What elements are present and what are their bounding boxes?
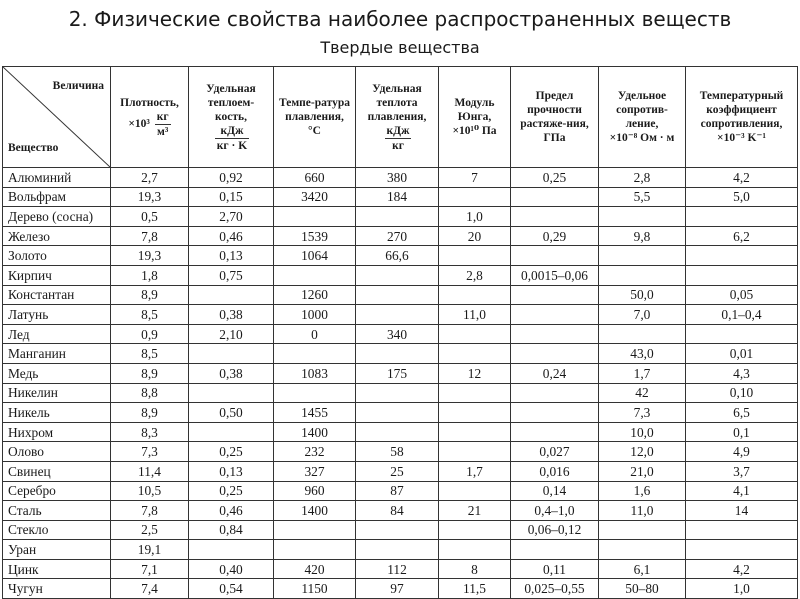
table-row — [3, 168, 798, 188]
heat-fusion-cell — [356, 383, 439, 403]
young-modulus-cell: 20 — [439, 226, 511, 246]
heat-capacity-cell — [189, 383, 274, 403]
heat-fusion-cell — [356, 422, 439, 442]
young-modulus-cell — [439, 246, 511, 266]
heat-capacity-cell: 0,92 — [189, 168, 274, 188]
melting-temp-cell: 1539 — [274, 226, 356, 246]
heat-fusion-cell: 84 — [356, 501, 439, 521]
density-unit — [155, 110, 171, 139]
header-heat-fusion — [356, 67, 439, 168]
melting-temp-cell — [274, 344, 356, 364]
table-subtitle: Твердые вещества — [320, 38, 480, 57]
density-cell: 8,8 — [111, 383, 189, 403]
resistivity-cell — [599, 265, 686, 285]
resistivity-cell: 9,8 — [599, 226, 686, 246]
resistivity-cell: 43,0 — [599, 344, 686, 364]
table-row — [3, 403, 798, 423]
substance-name-cell: Никель — [3, 403, 111, 423]
tensile-strength-cell: 0,06–0,12 — [511, 520, 599, 540]
substance-name-cell: Алюминий — [3, 168, 111, 188]
resistivity-cell: 50,0 — [599, 285, 686, 305]
table-row — [3, 520, 798, 540]
tensile-strength-cell: 0,11 — [511, 559, 599, 579]
header-heat-capacity — [189, 67, 274, 168]
resistivity-cell: 11,0 — [599, 501, 686, 521]
temp-coefficient-cell: 4,2 — [686, 168, 798, 188]
tensile-strength-cell: 0,0015–0,06 — [511, 265, 599, 285]
melting-temp-cell: 1000 — [274, 305, 356, 325]
young-modulus-cell: 2,8 — [439, 265, 511, 285]
resistivity-cell: 5,5 — [599, 187, 686, 207]
temp-coefficient-cell — [686, 246, 798, 266]
temp-coefficient-cell: 1,0 — [686, 579, 798, 599]
table-row — [3, 207, 798, 227]
heat-capacity-cell: 0,38 — [189, 363, 274, 383]
heat-capacity-cell: 0,25 — [189, 442, 274, 462]
temp-coefficient-cell: 3,7 — [686, 461, 798, 481]
header-melting-temp — [274, 67, 356, 168]
substance-name-cell: Железо — [3, 226, 111, 246]
tensile-strength-cell — [511, 422, 599, 442]
temp-coefficient-cell: 0,10 — [686, 383, 798, 403]
density-cell: 2,7 — [111, 168, 189, 188]
melting-temp-cell — [274, 207, 356, 227]
heat-fusion-cell — [356, 344, 439, 364]
heat-fusion-cell: 184 — [356, 187, 439, 207]
resistivity-cell: 2,8 — [599, 168, 686, 188]
heat-fusion-cell: 112 — [356, 559, 439, 579]
table-row — [3, 285, 798, 305]
melting-temp-cell: 1064 — [274, 246, 356, 266]
melting-temp-cell: 232 — [274, 442, 356, 462]
heat-fusion-cell — [356, 540, 439, 560]
heat-capacity-cell: 0,15 — [189, 187, 274, 207]
melting-temp-cell — [274, 265, 356, 285]
heat-capacity-cell — [189, 422, 274, 442]
substance-name-cell: Константан — [3, 285, 111, 305]
density-cell: 0,9 — [111, 324, 189, 344]
tensile-strength-cell: 0,24 — [511, 363, 599, 383]
density-cell: 7,1 — [111, 559, 189, 579]
temp-coefficient-cell — [686, 265, 798, 285]
young-modulus-unit: ×10¹⁰ Па — [452, 125, 497, 137]
heat-capacity-cell: 0,46 — [189, 226, 274, 246]
density-cell: 8,5 — [111, 344, 189, 364]
density-cell: 19,3 — [111, 246, 189, 266]
temp-coefficient-cell: 0,1 — [686, 422, 798, 442]
resistivity-cell: 42 — [599, 383, 686, 403]
tensile-strength-cell — [511, 540, 599, 560]
table-row — [3, 442, 798, 462]
header-tensile-strength — [511, 67, 599, 168]
heat-capacity-cell: 0,40 — [189, 559, 274, 579]
melting-temp-cell — [274, 383, 356, 403]
tensile-strength-cell — [511, 207, 599, 227]
heat-capacity-cell — [189, 344, 274, 364]
temp-coefficient-cell: 4,9 — [686, 442, 798, 462]
melting-temp-cell: 3420 — [274, 187, 356, 207]
density-cell: 8,9 — [111, 285, 189, 305]
table-row — [3, 226, 798, 246]
resistivity-cell — [599, 246, 686, 266]
resistivity-cell — [599, 540, 686, 560]
tensile-strength-cell — [511, 344, 599, 364]
resistivity-cell: 1,7 — [599, 363, 686, 383]
tensile-strength-cell — [511, 285, 599, 305]
tensile-strength-cell: 0,4–1,0 — [511, 501, 599, 521]
density-cell: 8,5 — [111, 305, 189, 325]
resistivity-cell — [599, 324, 686, 344]
substance-name-cell: Медь — [3, 363, 111, 383]
heat-fusion-cell: 66,6 — [356, 246, 439, 266]
heat-capacity-cell: 0,46 — [189, 501, 274, 521]
young-modulus-cell — [439, 324, 511, 344]
young-modulus-cell — [439, 285, 511, 305]
young-modulus-cell — [439, 442, 511, 462]
temp-coefficient-label: Температурный коэффициент сопротивления, — [699, 90, 784, 130]
heat-capacity-cell: 0,50 — [189, 403, 274, 423]
tensile-strength-cell — [511, 403, 599, 423]
melting-temp-cell: 1150 — [274, 579, 356, 599]
page-title: 2. Физические свойства наиболее распространенных веществ — [68, 7, 732, 31]
density-factor: ×10³ — [128, 117, 150, 130]
density-cell: 7,8 — [111, 226, 189, 246]
melting-temp-cell: 1400 — [274, 501, 356, 521]
heat-fusion-label: Удельная теплота плавления, — [367, 82, 427, 123]
resistivity-cell: 21,0 — [599, 461, 686, 481]
density-label: Плотность, — [120, 96, 179, 109]
tensile-strength-label: Предел прочности растяже-ния, — [520, 90, 589, 130]
heat-capacity-cell: 2,10 — [189, 324, 274, 344]
heat-capacity-cell: 0,84 — [189, 520, 274, 540]
substance-name-cell: Уран — [3, 540, 111, 560]
young-modulus-cell — [439, 422, 511, 442]
heat-capacity-cell: 2,70 — [189, 207, 274, 227]
melting-temp-cell: 1083 — [274, 363, 356, 383]
table-row — [3, 344, 798, 364]
resistivity-cell: 12,0 — [599, 442, 686, 462]
table-row — [3, 305, 798, 325]
table-row — [3, 246, 798, 266]
density-cell: 10,5 — [111, 481, 189, 501]
heat-capacity-cell: 0,13 — [189, 246, 274, 266]
table-row — [3, 265, 798, 285]
table-row — [3, 187, 798, 207]
young-modulus-cell: 7 — [439, 168, 511, 188]
melting-temp-cell: 1260 — [274, 285, 356, 305]
header-young-modulus — [439, 67, 511, 168]
table-row — [3, 461, 798, 481]
young-modulus-label: Модуль Юнга, — [454, 97, 495, 123]
density-cell: 2,5 — [111, 520, 189, 540]
resistivity-cell — [599, 207, 686, 227]
table-row — [3, 559, 798, 579]
melting-temp-label: Темпе-ратура плавления, — [279, 97, 350, 123]
density-cell: 8,3 — [111, 422, 189, 442]
substance-name-cell: Вольфрам — [3, 187, 111, 207]
melting-temp-cell: 0 — [274, 324, 356, 344]
heat-fusion-cell: 25 — [356, 461, 439, 481]
heat-fusion-cell: 87 — [356, 481, 439, 501]
header-corner-cell — [3, 67, 111, 168]
heat-fusion-cell: 380 — [356, 168, 439, 188]
melting-temp-cell: 420 — [274, 559, 356, 579]
temp-coefficient-cell: 4,2 — [686, 559, 798, 579]
substance-name-cell: Олово — [3, 442, 111, 462]
header-quantity-label: Величина — [52, 80, 104, 92]
substance-name-cell: Никелин — [3, 383, 111, 403]
young-modulus-cell: 11,5 — [439, 579, 511, 599]
young-modulus-cell: 12 — [439, 363, 511, 383]
tensile-strength-cell — [511, 383, 599, 403]
substance-name-cell: Сталь — [3, 501, 111, 521]
young-modulus-cell — [439, 403, 511, 423]
heat-fusion-cell — [356, 403, 439, 423]
melting-temp-cell: 660 — [274, 168, 356, 188]
melting-temp-cell: 1455 — [274, 403, 356, 423]
young-modulus-cell: 1,7 — [439, 461, 511, 481]
temp-coefficient-cell — [686, 324, 798, 344]
tensile-strength-cell: 0,25 — [511, 168, 599, 188]
heat-capacity-cell: 0,13 — [189, 461, 274, 481]
heat-fusion-cell: 270 — [356, 226, 439, 246]
temp-coefficient-cell: 0,1–0,4 — [686, 305, 798, 325]
density-cell: 8,9 — [111, 363, 189, 383]
heat-capacity-cell — [189, 540, 274, 560]
density-cell: 0,5 — [111, 207, 189, 227]
temp-coefficient-cell: 6,5 — [686, 403, 798, 423]
heat-capacity-cell: 0,54 — [189, 579, 274, 599]
heat-fusion-cell: 58 — [356, 442, 439, 462]
temp-coefficient-cell — [686, 207, 798, 227]
heat-capacity-cell: 0,38 — [189, 305, 274, 325]
tensile-strength-cell — [511, 305, 599, 325]
substance-name-cell: Свинец — [3, 461, 111, 481]
table-row — [3, 363, 798, 383]
heat-capacity-label: Удельная теплоем-кость, — [206, 82, 256, 123]
tensile-strength-cell: 0,14 — [511, 481, 599, 501]
density-cell: 19,1 — [111, 540, 189, 560]
heat-capacity-unit-numerator: кДж — [215, 124, 249, 139]
substance-name-cell: Стекло — [3, 520, 111, 540]
temp-coefficient-cell: 6,2 — [686, 226, 798, 246]
heat-fusion-cell — [356, 520, 439, 540]
young-modulus-cell — [439, 383, 511, 403]
substance-name-cell: Манганин — [3, 344, 111, 364]
heat-fusion-cell — [356, 305, 439, 325]
melting-temp-cell: 960 — [274, 481, 356, 501]
density-unit-denominator: м³ — [157, 125, 169, 138]
temp-coefficient-cell: 4,1 — [686, 481, 798, 501]
melting-temp-cell: 327 — [274, 461, 356, 481]
melting-temp-unit: °C — [308, 125, 321, 137]
heat-fusion-cell — [356, 285, 439, 305]
table-row — [3, 324, 798, 344]
resistivity-cell: 50–80 — [599, 579, 686, 599]
temp-coefficient-cell: 5,0 — [686, 187, 798, 207]
heat-fusion-cell: 340 — [356, 324, 439, 344]
table-row — [3, 579, 798, 599]
table-body — [3, 168, 798, 599]
resistivity-cell: 1,6 — [599, 481, 686, 501]
table-row — [3, 501, 798, 521]
header-substance-label: Вещество — [8, 142, 59, 154]
temp-coefficient-cell: 0,05 — [686, 285, 798, 305]
heat-fusion-cell: 97 — [356, 579, 439, 599]
resistivity-cell: 10,0 — [599, 422, 686, 442]
substance-name-cell: Нихром — [3, 422, 111, 442]
temp-coefficient-cell: 4,3 — [686, 363, 798, 383]
properties-table — [2, 66, 798, 599]
substance-name-cell: Чугун — [3, 579, 111, 599]
resistivity-label: Удельное сопротив-ление, — [616, 90, 668, 130]
young-modulus-cell — [439, 481, 511, 501]
tensile-strength-cell: 0,025–0,55 — [511, 579, 599, 599]
heat-fusion-unit-denominator: кг — [392, 139, 404, 152]
heat-fusion-cell — [356, 207, 439, 227]
density-unit-numerator: кг — [156, 110, 169, 123]
young-modulus-cell — [439, 344, 511, 364]
young-modulus-cell — [439, 540, 511, 560]
substance-name-cell: Кирпич — [3, 265, 111, 285]
header-temp-coefficient — [686, 67, 798, 168]
temp-coefficient-cell — [686, 540, 798, 560]
header-row — [3, 67, 798, 168]
substance-name-cell: Латунь — [3, 305, 111, 325]
heat-fusion-cell — [356, 265, 439, 285]
tensile-strength-cell — [511, 187, 599, 207]
tensile-strength-unit: ГПа — [543, 132, 566, 144]
substance-name-cell: Цинк — [3, 559, 111, 579]
density-cell: 11,4 — [111, 461, 189, 481]
table-row — [3, 481, 798, 501]
tensile-strength-cell: 0,027 — [511, 442, 599, 462]
density-cell: 7,4 — [111, 579, 189, 599]
heat-capacity-cell — [189, 285, 274, 305]
melting-temp-cell — [274, 540, 356, 560]
density-cell: 7,3 — [111, 442, 189, 462]
table-row — [3, 383, 798, 403]
young-modulus-cell: 8 — [439, 559, 511, 579]
tensile-strength-cell — [511, 324, 599, 344]
temp-coefficient-unit: ×10⁻³ K⁻¹ — [717, 132, 766, 144]
heat-capacity-unit — [215, 124, 249, 153]
melting-temp-cell — [274, 520, 356, 540]
young-modulus-cell: 21 — [439, 501, 511, 521]
substance-name-cell: Серебро — [3, 481, 111, 501]
density-cell: 1,8 — [111, 265, 189, 285]
substance-name-cell: Золото — [3, 246, 111, 266]
density-cell: 19,3 — [111, 187, 189, 207]
temp-coefficient-cell — [686, 520, 798, 540]
heat-fusion-unit — [385, 124, 412, 153]
melting-temp-cell: 1400 — [274, 422, 356, 442]
substance-name-cell: Лед — [3, 324, 111, 344]
density-cell: 7,8 — [111, 501, 189, 521]
heat-capacity-cell: 0,75 — [189, 265, 274, 285]
substance-name-cell: Дерево (сосна) — [3, 207, 111, 227]
young-modulus-cell — [439, 187, 511, 207]
heat-capacity-cell: 0,25 — [189, 481, 274, 501]
resistivity-cell: 6,1 — [599, 559, 686, 579]
heat-capacity-unit-denominator: кг · K — [216, 139, 248, 152]
heat-fusion-unit-numerator: кДж — [386, 124, 410, 137]
young-modulus-cell — [439, 520, 511, 540]
young-modulus-cell: 1,0 — [439, 207, 511, 227]
header-resistivity — [599, 67, 686, 168]
resistivity-cell — [599, 520, 686, 540]
tensile-strength-cell: 0,29 — [511, 226, 599, 246]
heat-fusion-cell: 175 — [356, 363, 439, 383]
temp-coefficient-cell: 0,01 — [686, 344, 798, 364]
young-modulus-cell: 11,0 — [439, 305, 511, 325]
tensile-strength-cell: 0,016 — [511, 461, 599, 481]
table-row — [3, 540, 798, 560]
tensile-strength-cell — [511, 246, 599, 266]
temp-coefficient-cell: 14 — [686, 501, 798, 521]
density-cell: 8,9 — [111, 403, 189, 423]
resistivity-cell: 7,0 — [599, 305, 686, 325]
header-density — [111, 67, 189, 168]
resistivity-unit: ×10⁻⁸ Ом · м — [609, 132, 675, 144]
resistivity-cell: 7,3 — [599, 403, 686, 423]
table-row — [3, 422, 798, 442]
